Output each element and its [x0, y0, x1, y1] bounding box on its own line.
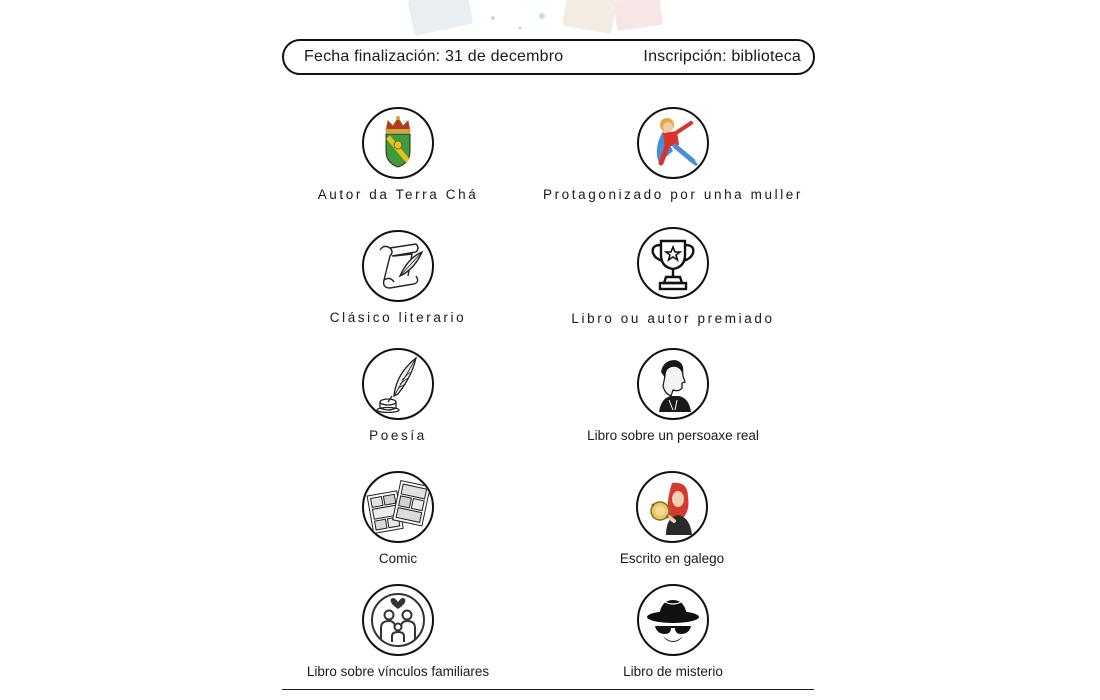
category-clasico-literario	[248, 230, 548, 325]
category-label: Poesía	[369, 428, 427, 443]
quill-inkwell-icon	[364, 350, 432, 418]
trophy-icon	[639, 229, 707, 297]
category-icon-frame	[637, 107, 709, 179]
category-icon-frame	[637, 227, 709, 299]
category-poesia	[248, 348, 548, 443]
tambourine-woman-icon	[638, 473, 706, 541]
category-label: Autor da Terra Chá	[317, 187, 479, 202]
category-label: Clásico literario	[329, 310, 467, 325]
roman-bust-icon	[639, 350, 707, 418]
category-icon-frame	[362, 107, 434, 179]
category-label: Libro sobre un persoaxe real	[587, 428, 759, 443]
category-icon-frame	[637, 348, 709, 420]
superheroine-icon	[639, 109, 707, 177]
comic-pages-icon	[364, 473, 432, 541]
family-icon	[364, 586, 432, 654]
category-label: Escrito en galego	[619, 551, 725, 566]
category-label: Libro ou autor premiado	[571, 311, 775, 326]
category-icon-frame	[637, 584, 709, 656]
scroll-quill-icon	[364, 232, 432, 300]
category-icon-frame	[362, 348, 434, 420]
category-protagonizado-muller	[523, 107, 823, 202]
category-vinculos-familiares	[248, 584, 548, 679]
info-banner	[282, 39, 815, 75]
registration-text: Inscripción: biblioteca	[643, 48, 801, 65]
category-label: Libro de misterio	[623, 664, 723, 679]
category-libro-premiado	[523, 227, 823, 326]
category-icon-frame	[362, 584, 434, 656]
category-escrito-galego	[522, 471, 822, 566]
category-label: Protagonizado por unha muller	[542, 187, 804, 202]
coat-of-arms-icon	[364, 109, 432, 177]
end-date-text: Fecha finalización: 31 de decembro	[304, 48, 564, 65]
category-icon-frame	[362, 230, 434, 302]
category-label: Libro sobre vínculos familiares	[306, 664, 490, 679]
category-autor-terra-cha	[248, 107, 548, 202]
category-persoaxe-real	[523, 348, 823, 443]
category-icon-frame	[362, 471, 434, 543]
category-icon-frame	[636, 471, 708, 543]
category-comic	[248, 471, 548, 566]
decorative-banner-art	[380, 0, 700, 36]
category-misterio	[523, 584, 823, 679]
category-label: Comic	[378, 551, 418, 566]
detective-icon	[639, 586, 707, 654]
bottom-divider	[282, 689, 814, 690]
